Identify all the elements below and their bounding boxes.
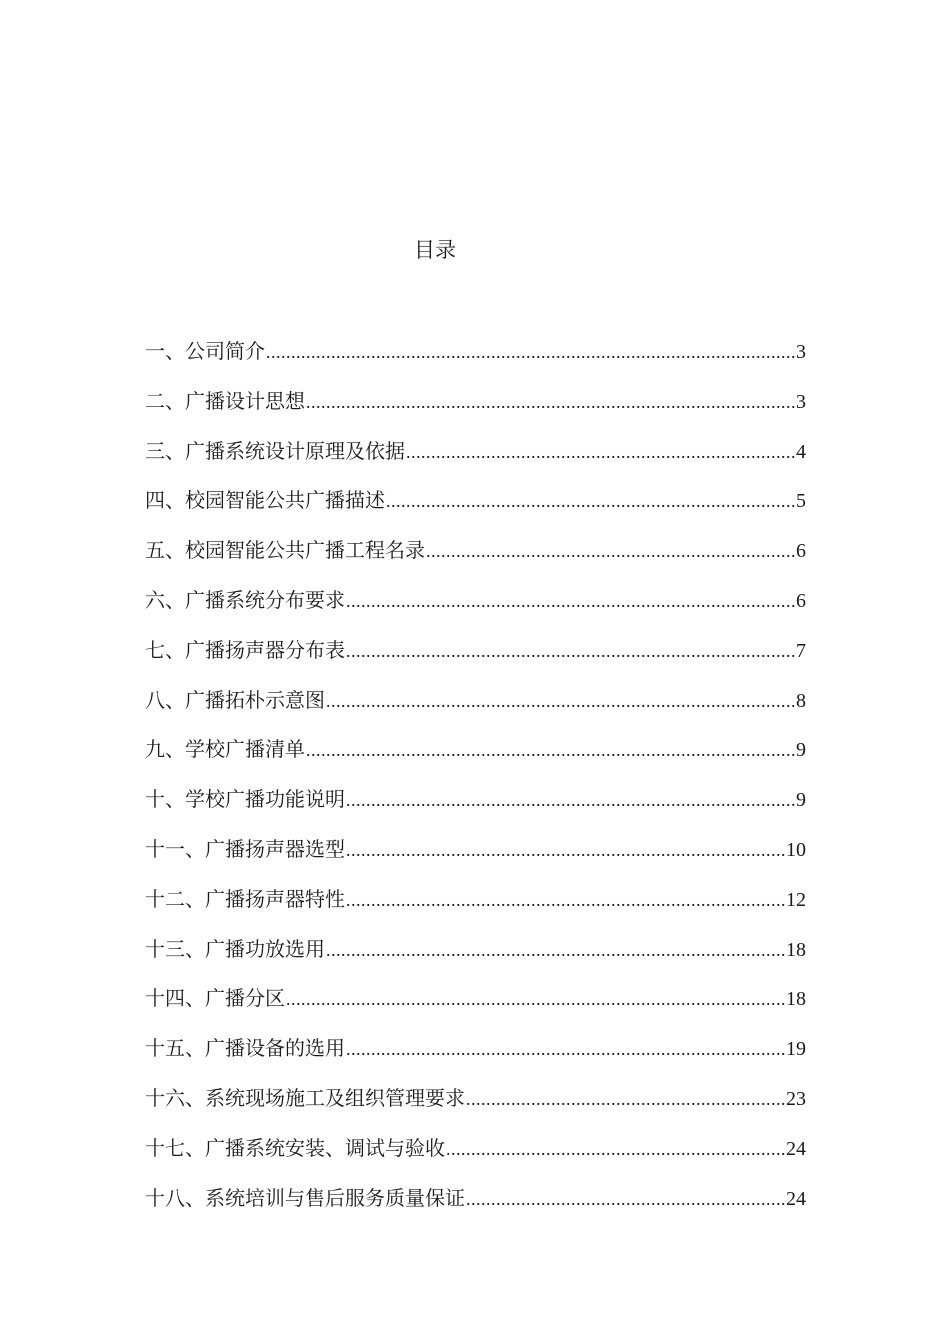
toc-dot-leader — [346, 832, 785, 868]
toc-entry-label: 十六、系统现场施工及组织管理要求 — [145, 1085, 465, 1110]
toc-entry-page: 23 — [786, 1087, 806, 1110]
toc-entry[interactable] — [145, 632, 806, 682]
toc-dot-leader — [306, 732, 795, 768]
toc-dot-leader — [306, 384, 795, 420]
toc-entry-label: 四、校园智能公共广播描述 — [145, 488, 385, 513]
toc-entry-page: 18 — [786, 988, 806, 1011]
toc-entry-label: 九、学校广播清单 — [145, 737, 305, 762]
toc-entry-label: 十二、广播扬声器特性 — [145, 886, 345, 911]
toc-entry-page: 7 — [796, 639, 806, 662]
toc-entry[interactable] — [145, 1030, 806, 1080]
toc-entry-page: 4 — [796, 440, 806, 463]
toc-dot-leader — [346, 583, 795, 619]
toc-entry[interactable] — [145, 682, 806, 732]
toc-dot-leader — [346, 633, 795, 669]
toc-entry-label: 十八、系统培训与售后服务质量保证 — [145, 1185, 465, 1210]
toc-entry-page: 3 — [796, 390, 806, 413]
toc-dot-leader — [326, 683, 795, 719]
toc-dot-leader — [326, 932, 785, 968]
toc-entry-page: 9 — [796, 789, 806, 812]
toc-entry[interactable] — [145, 1130, 806, 1180]
toc-entry[interactable] — [145, 482, 806, 532]
toc-entry-label: 十七、广播系统安装、调试与验收 — [145, 1135, 445, 1160]
toc-entry-label: 三、广播系统设计原理及依据 — [145, 438, 405, 463]
toc-dot-leader — [426, 533, 795, 569]
toc-entry-label: 十四、广播分区 — [145, 986, 285, 1011]
toc-entry[interactable] — [145, 831, 806, 881]
toc-entry-label: 一、公司简介 — [145, 339, 265, 363]
toc-entry-label: 八、广播拓朴示意图 — [145, 687, 325, 712]
toc-title: 目录 — [414, 238, 456, 262]
toc-entry-page: 12 — [786, 888, 806, 911]
toc-dot-leader — [346, 782, 795, 818]
toc-entry-label: 七、广播扬声器分布表 — [145, 637, 345, 662]
toc-dot-leader — [346, 882, 785, 918]
toc-entry-label: 十三、广播功放选用 — [145, 936, 325, 961]
toc-entry-page: 19 — [786, 1038, 806, 1061]
toc-entry[interactable] — [145, 1180, 806, 1230]
toc-entry-label: 二、广播设计思想 — [145, 388, 305, 413]
toc-entry[interactable] — [145, 333, 806, 383]
toc-entry-label: 十、学校广播功能说明 — [145, 787, 345, 812]
toc-entry[interactable] — [145, 1080, 806, 1130]
toc-entry[interactable] — [145, 881, 806, 931]
toc-entry[interactable] — [145, 731, 806, 781]
toc-dot-leader — [266, 334, 795, 370]
toc-entry[interactable] — [145, 383, 806, 433]
toc-entry-label: 十一、广播扬声器选型 — [145, 836, 345, 861]
toc-entry-label: 十五、广播设备的选用 — [145, 1036, 345, 1061]
toc-entry-page: 18 — [786, 938, 806, 961]
toc-entry-page: 24 — [786, 1187, 806, 1210]
toc-entry-page: 8 — [796, 689, 806, 712]
toc-entry-page: 10 — [786, 838, 806, 861]
toc-dot-leader — [346, 1031, 785, 1067]
toc-dot-leader — [466, 1181, 785, 1217]
toc-entry[interactable] — [145, 532, 806, 582]
toc-entry-page: 24 — [786, 1137, 806, 1160]
toc-dot-leader — [406, 434, 795, 470]
toc-entry-page: 6 — [796, 540, 806, 563]
toc-dot-leader — [386, 483, 795, 519]
toc-entry[interactable] — [145, 931, 806, 981]
toc-entry-label: 五、校园智能公共广播工程名录 — [145, 538, 425, 563]
table-of-contents — [145, 333, 806, 1229]
toc-entry[interactable] — [145, 433, 806, 483]
toc-entry[interactable] — [145, 980, 806, 1030]
toc-entry[interactable] — [145, 582, 806, 632]
toc-entry-page: 5 — [796, 490, 806, 513]
toc-entry-page: 3 — [796, 341, 806, 363]
toc-entry-page: 9 — [796, 739, 806, 762]
toc-dot-leader — [286, 981, 785, 1017]
toc-dot-leader — [466, 1081, 785, 1117]
toc-dot-leader — [446, 1131, 785, 1167]
toc-entry[interactable] — [145, 781, 806, 831]
toc-entry-page: 6 — [796, 589, 806, 612]
toc-entry-label: 六、广播系统分布要求 — [145, 587, 345, 612]
